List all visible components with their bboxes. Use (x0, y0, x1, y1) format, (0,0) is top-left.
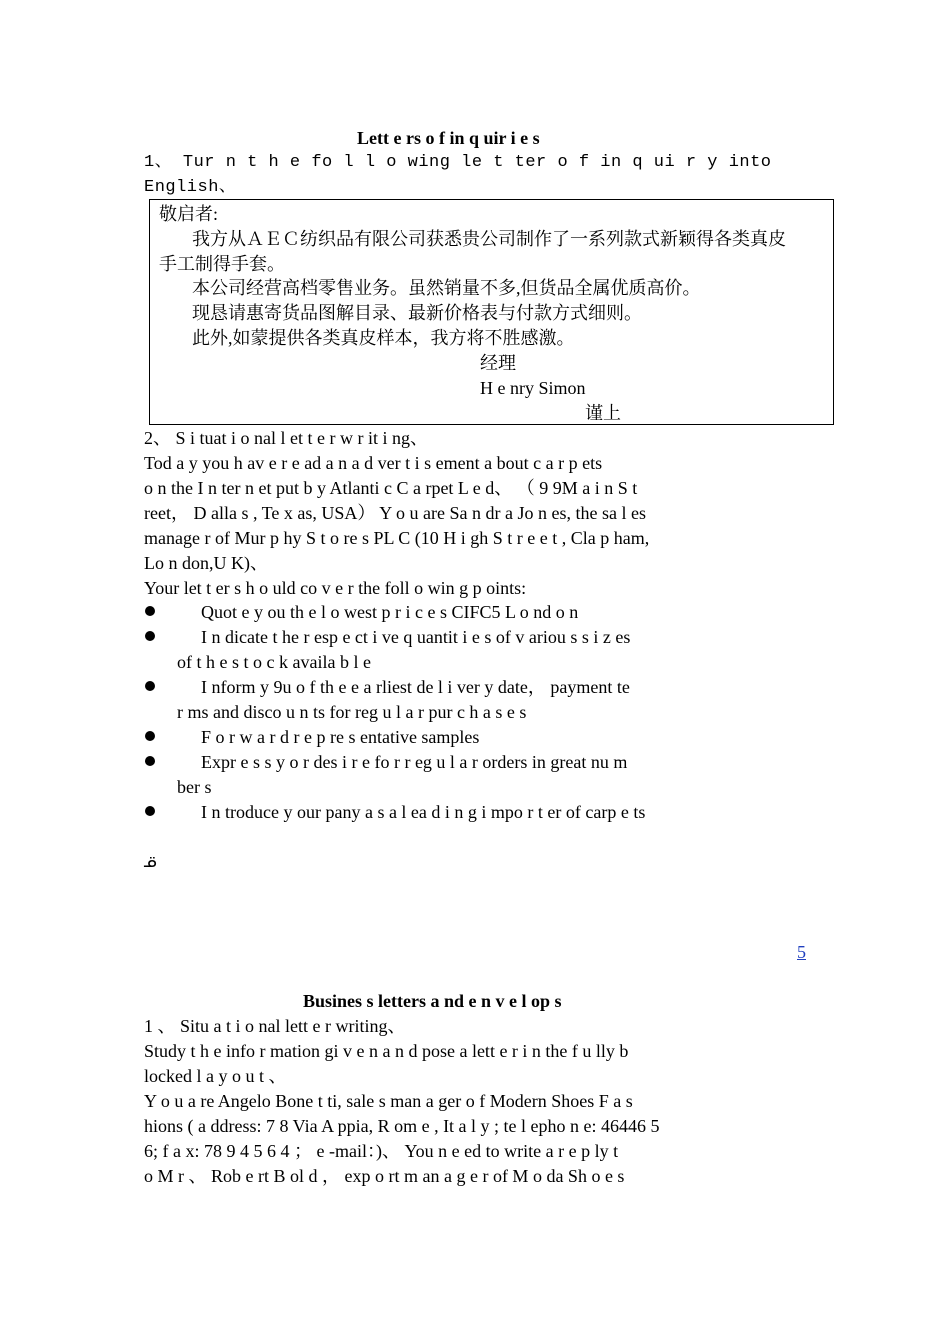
section2-line: locked l a y o u t 、 (144, 1066, 287, 1086)
paragraph-mark: ᓆ (143, 854, 157, 871)
bullet-icon (145, 631, 155, 641)
bullet-item-text: of t h e s t o c k availa b l e (177, 652, 371, 672)
bullet-item-text: F o r w a r d r e p re s entative samples (201, 727, 480, 747)
section2-line: 6; f a x: 78 9 4 5 6 4 ； e -mail：)、 You n e ed to write a r e p ly t (144, 1141, 619, 1161)
letter-sign-title: 经理 (480, 353, 516, 373)
section2-line: 1 、 Situ a t i o nal lett e r writing、 (144, 1016, 406, 1036)
question2-line: Lo n don,U K)、 (144, 553, 268, 573)
letter-paragraph1-line1: 我方从ＡＥＣ纺织品有限公司获悉贵公司制作了一系列款式新颖得各类真皮 (192, 229, 786, 249)
question2-line: Your let t er s h o uld co v e r the foll o win g p oints: (144, 578, 527, 598)
question2-line: o n the I n ter n et put b y Atlanti c C a rpet L e d、 （ 9 9M a i n S t (144, 478, 638, 498)
question2-line: manage r of Mur p hy S t o re s PL C (10 H i gh S t r e e t , Cla p ham, (144, 528, 650, 548)
section2-line: Y o u a re Angelo Bone t ti, sale s man a ger o f Modern Shoes F a s (144, 1091, 633, 1111)
bullet-item-text: I nform y 9u o f th e e a rliest de l i ver y date， payment te (201, 677, 630, 697)
bullet-item-text: I n troduce y our pany a s a l ea d i n g i mpo r t er of carp e ts (201, 802, 646, 822)
letter-paragraph2: 本公司经营高档零售业务。虽然销量不多,但货品全属优质高价。 (192, 278, 701, 298)
question2-heading: 2、 S i tuat i o nal l et t e r w r it i ng、 (144, 428, 428, 448)
bullet-icon (145, 806, 155, 816)
bullet-item-text: r ms and disco u n ts for reg u l a r pur c h a s e s (177, 702, 527, 722)
bullet-icon (145, 681, 155, 691)
letter-paragraph4: 此外,如蒙提供各类真皮样本，我方将不胜感激。 (192, 328, 575, 348)
bullet-item-text: I n dicate t he r esp e ct i ve q uantit i e s of v ariou s s i z es (201, 627, 631, 647)
bullet-icon (145, 731, 155, 741)
letter-paragraph1-line2: 手工制得手套。 (159, 254, 285, 274)
bullet-icon (145, 606, 155, 616)
letter-sign-name: H e nry Simon (480, 378, 586, 398)
question1-line1: 1、 Tur n t h e fo l l o wing le t ter o f in q ui r y into (144, 153, 772, 172)
section2-title: Busines s letters a nd e n v e l op s (303, 991, 562, 1011)
question2-line: reet， D alla s , Te x as, USA） Y o u are Sa n dr a Jo n es, the sa l es (144, 503, 646, 523)
bullet-item-text: ber s (177, 777, 212, 797)
letter-sign-close: 谨上 (585, 403, 621, 423)
letter-paragraph3: 现恳请惠寄货品图解目录、最新价格表与付款方式细则。 (192, 303, 642, 323)
section1-title: Lett e rs o f in q uir i e s (357, 128, 540, 148)
section2-line: o M r 、 Rob e rt B ol d ， exp o rt m an a g e r of M o da Sh o e s (144, 1166, 625, 1186)
bullet-icon (145, 756, 155, 766)
bullet-item-text: Quot e y ou th e l o west p r i c e s CIFC5 L o nd o n (201, 602, 579, 622)
page-number-link[interactable]: 5 (797, 942, 806, 962)
bullet-item-text: Expr e s s y o r des i r e fo r r eg u l a r orders in great nu m (201, 752, 628, 772)
question1-line2: English、 (144, 178, 237, 197)
section2-line: Study t h e info r mation gi v e n a n d pose a lett e r i n the f u lly b (144, 1041, 629, 1061)
section2-line: hions ( a ddress: 7 8 Via A ppia, R om e , It a l y ; te l epho n e: 46446 5 (144, 1116, 660, 1136)
question2-line: Tod a y you h av e r e ad a n a d ver t i s ement a bout c a r p ets (144, 453, 603, 473)
letter-salutation: 敬启者: (159, 204, 219, 224)
